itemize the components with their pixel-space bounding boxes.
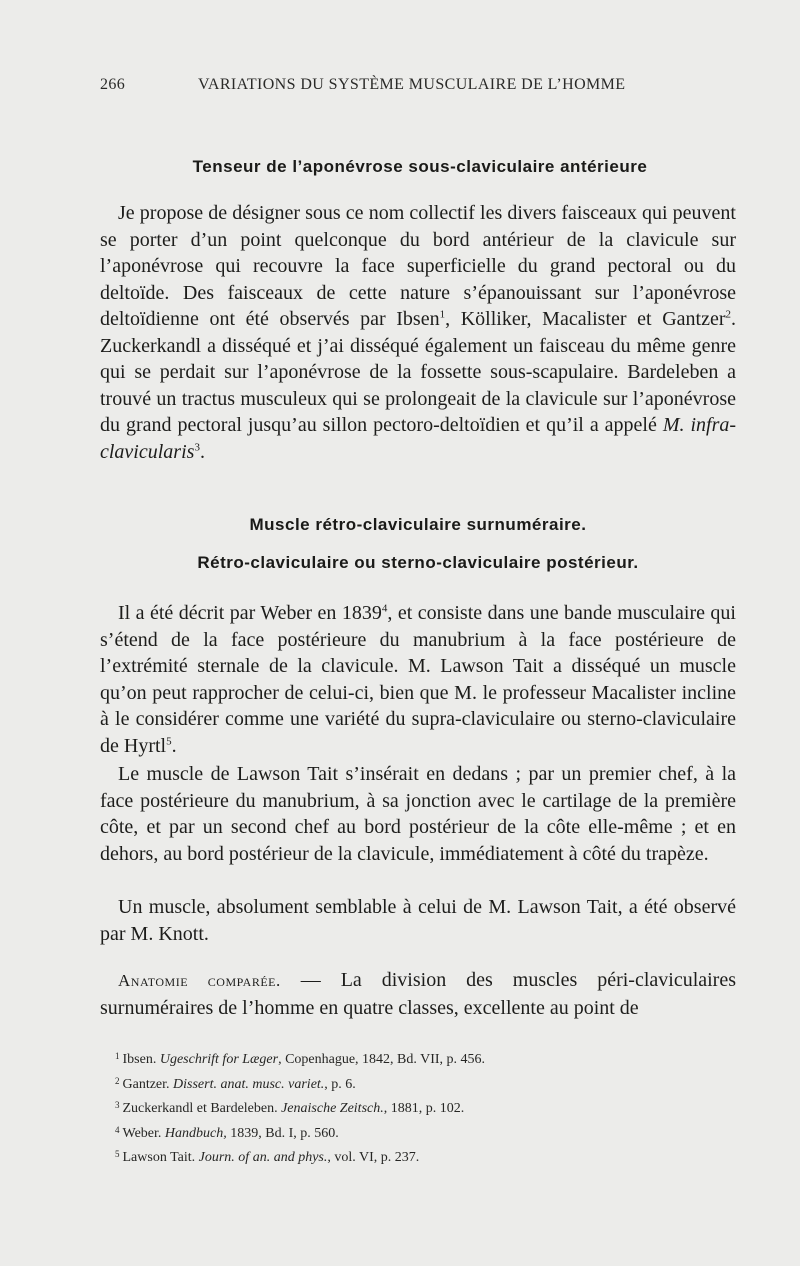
section-subheading-retro: Rétro-claviculaire ou sterno-claviculaire postérieur.	[197, 553, 639, 572]
muscle-name-italic: M. infra-clavicularis	[100, 414, 737, 463]
footnotes	[115, 1046, 755, 1169]
paragraph-knott: Un muscle, absolument semblable à celui de M. Lawson Tait, a été observé par M. Knott.	[100, 896, 736, 945]
anatomie-comparee-lead: Anatomie comparée.	[118, 971, 281, 990]
paragraph-lawson-tait: Le muscle de Lawson Tait s’insérait en dedans ; par un premier chef, à la face postérieure du manubrium, à sa jonction avec le cartilage de la première côte, et par un second chef au bord postérieur de la côte elle-même ; et en dehors, au bord postérieur de la clavicule, immédiatement à côté du trapèze.	[100, 763, 736, 865]
section-heading-tenseur: Tenseur de l’aponévrose sous-claviculaire antérieure	[192, 157, 648, 176]
footnote: $^2$ Gantzer. Dissert. anat. musc. variet., p. 6.	[115, 1075, 356, 1092]
section-heading-retro: Muscle rétro-claviculaire surnuméraire.	[249, 515, 587, 534]
footnote-ref-4: 4	[381, 602, 388, 615]
paragraph-weber: Il a été décrit par Weber en 1839$^4$, et consiste dans une bande musculaire qui s’étend de la face postérieure du manubrium à la face postérieure de l’extrémité sternale de la clavicule. M. Lawson Tait a disséqué un muscle qu’on peut rapprocher de celui-ci, bien que M. le professeur Macalister incline à le considérer comme une variété du supra-claviculaire ou sterno-claviculaire de Hyrtl$^5$.	[100, 602, 736, 757]
paragraph-anatomie-comparee: Anatomie comparée. — La division des muscles péri-claviculaires surnuméraires de l’homme en quatre classes, excellente au point de	[100, 969, 737, 1019]
footnote: $^4$ Weber. Handbuch, 1839, Bd. I, p. 560.	[115, 1124, 339, 1141]
footnote: $^3$ Zuckerkandl et Bardeleben. Jenaische Zeitsch., 1881, p. 102.	[115, 1100, 465, 1116]
footnote: $^1$ Ibsen. Ugeschrift for Læger, Copenhague, 1842, Bd. VII, p. 456.	[115, 1051, 486, 1067]
paragraph-tenseur: Je propose de désigner sous ce nom collectif les divers faisceaux qui peuvent se porter d’un point quelconque du bord antérieur de la clavicule sur l’aponévrose qui recouvre la face superficielle du grand pectoral ou du deltoïde. Des faisceaux de cette nature s’épanouissant sur l’aponévrose deltoïdienne ont été observés par Ibsen$^1$, Kölliker, Macalister et Gantzer$^2$. Zuckerkandl a disséqué et j’ai disséqué également un faisceau du même genre qui se perdait sur l’aponévrose de la fossette sous-scapulaire. Bardeleben a trouvé un tractus musculeux qui se prolongeait de la clavicule sur l’aponévrose du grand pectoral jusqu’au sillon pectoro-deltoïdien et qu’il a appelé M. infra-clavicularis$^3$.	[100, 202, 737, 463]
running-title: VARIATIONS DU SYSTÈME MUSCULAIRE DE L’HOMME	[198, 76, 626, 93]
page-number: 266	[100, 76, 126, 93]
footnote-ref-5: 5	[166, 734, 172, 747]
footnote-ref-3: 3	[194, 440, 200, 453]
footnote-ref-1: 1	[439, 308, 446, 321]
footnote: $^5$ Lawson Tait. Journ. of an. and phys., vol. VI, p. 237.	[115, 1149, 420, 1165]
footnote-ref-2: 2	[725, 308, 731, 321]
